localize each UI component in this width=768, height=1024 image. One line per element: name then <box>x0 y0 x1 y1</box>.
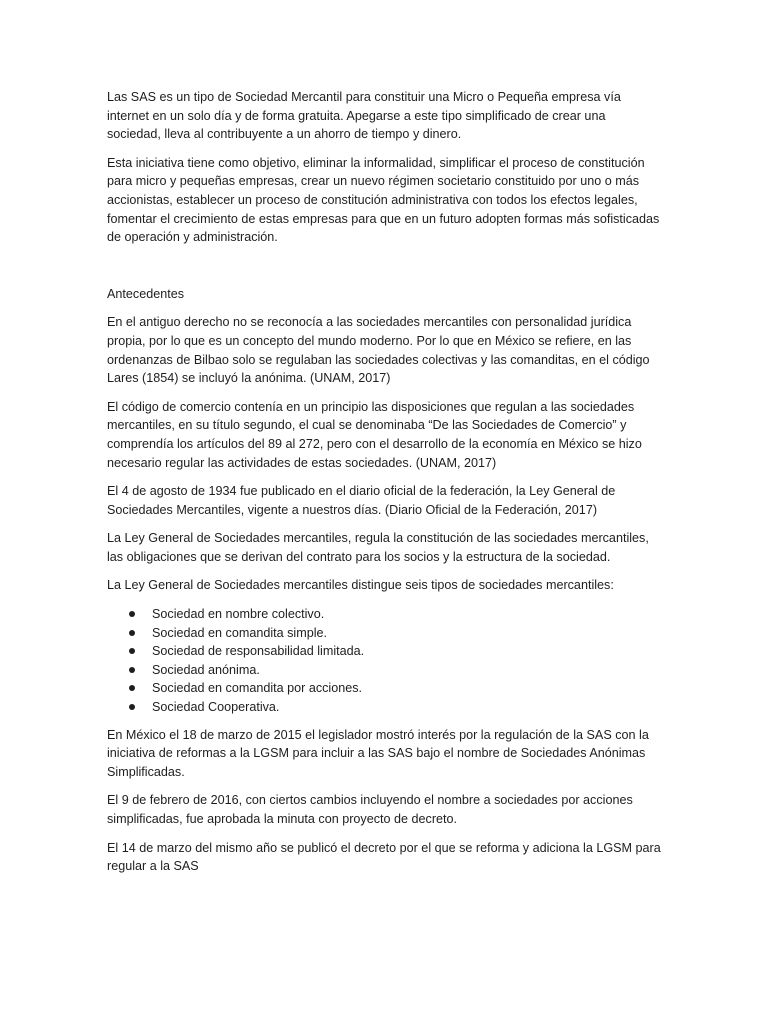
intro-paragraph-1: Las SAS es un tipo de Sociedad Mercantil para constituir una Micro o Pequeña empresa vía internet en un solo día y de forma gratuita. Apegarse a este tipo simplificado de crear una sociedad, lleva al contribuyente a un ahorro de tiempo y dinero. <box>107 90 621 142</box>
list-item <box>107 679 662 698</box>
list-item-text: Sociedad en comandita por acciones. <box>152 681 363 696</box>
list-item-text: Sociedad de responsabilidad limitada. <box>152 644 365 659</box>
intro-paragraph-2: Esta iniciativa tiene como objetivo, eliminar la informalidad, simplificar el proceso de constitución para micro y pequeñas empresas, crear un nuevo régimen societario constituido por uno o más accionistas, establecer un proceso de constitución administrativa con todos los efectos legales, fomentar el crecimiento de estas empresas para que en un futuro adopten formas más sofisticadas de operación y administración. <box>107 155 660 245</box>
closing-paragraph-1: En México el 18 de marzo de 2015 el legislador mostró interés por la regulación de la SAS con la iniciativa de reformas a la LGSM para incluir a las SAS bajo el nombre de Sociedades Anónimas Simplificadas. <box>107 727 649 779</box>
list-item <box>107 605 662 624</box>
bullet-icon <box>129 630 135 636</box>
list-item-text: Sociedad en nombre colectivo. <box>152 607 325 622</box>
bullet-icon <box>129 685 135 691</box>
body-paragraph-2: El código de comercio contenía en un principio las disposiciones que regulan a las sociedades mercantiles, en su título segundo, el cual se denominaba “De las Sociedades de Comercio” y comprendía los artículos del 89 al 272, pero con el desarrollo de la economía en México se hizo necesario regular las actividades de estas sociedades. (UNAM, 2017) <box>107 399 642 470</box>
list-item <box>107 698 662 717</box>
body-paragraph-1: En el antiguo derecho no se reconocía a las sociedades mercantiles con personalidad jurídica propia, por lo que es un concepto del mundo moderno. Por lo que en México se refiere, en las ordenanzas de Bilbao solo se regulaban las sociedades colectivas y las comanditas, en el código Lares (1854) se incluyó la anónima. (UNAM, 2017) <box>107 315 650 386</box>
company-types-list <box>107 605 662 717</box>
body-paragraph-4: La Ley General de Sociedades mercantiles, regula la constitución de las sociedades mercantiles, las obligaciones que se derivan del contrato para los socios y la estructura de la sociedad. <box>107 531 649 564</box>
section-heading-antecedentes: Antecedentes <box>107 286 185 301</box>
list-item <box>107 642 662 661</box>
body-paragraph-5: La Ley General de Sociedades mercantiles distingue seis tipos de sociedades mercantiles: <box>107 578 614 593</box>
bullet-icon <box>129 704 135 710</box>
bullet-icon <box>129 648 135 654</box>
list-item <box>107 624 662 643</box>
document-page <box>107 88 662 886</box>
body-paragraph-3: El 4 de agosto de 1934 fue publicado en el diario oficial de la federación, la Ley General de Sociedades Mercantiles, vigente a nuestros días. (Diario Oficial de la Federación, 2017) <box>107 484 616 517</box>
bullet-icon <box>129 611 135 617</box>
list-item <box>107 661 662 680</box>
list-item-text: Sociedad anónima. <box>152 662 260 677</box>
closing-paragraph-3: El 14 de marzo del mismo año se publicó el decreto por el que se reforma y adiciona la LGSM para regular a la SAS <box>107 840 661 874</box>
closing-paragraph-2: El 9 de febrero de 2016, con ciertos cambios incluyendo el nombre a sociedades por acciones simplificadas, fue aprobada la minuta con proyecto de decreto. <box>107 793 633 826</box>
list-item-text: Sociedad en comandita simple. <box>152 625 328 640</box>
list-item-text: Sociedad Cooperativa. <box>152 700 280 715</box>
bullet-icon <box>129 667 135 673</box>
